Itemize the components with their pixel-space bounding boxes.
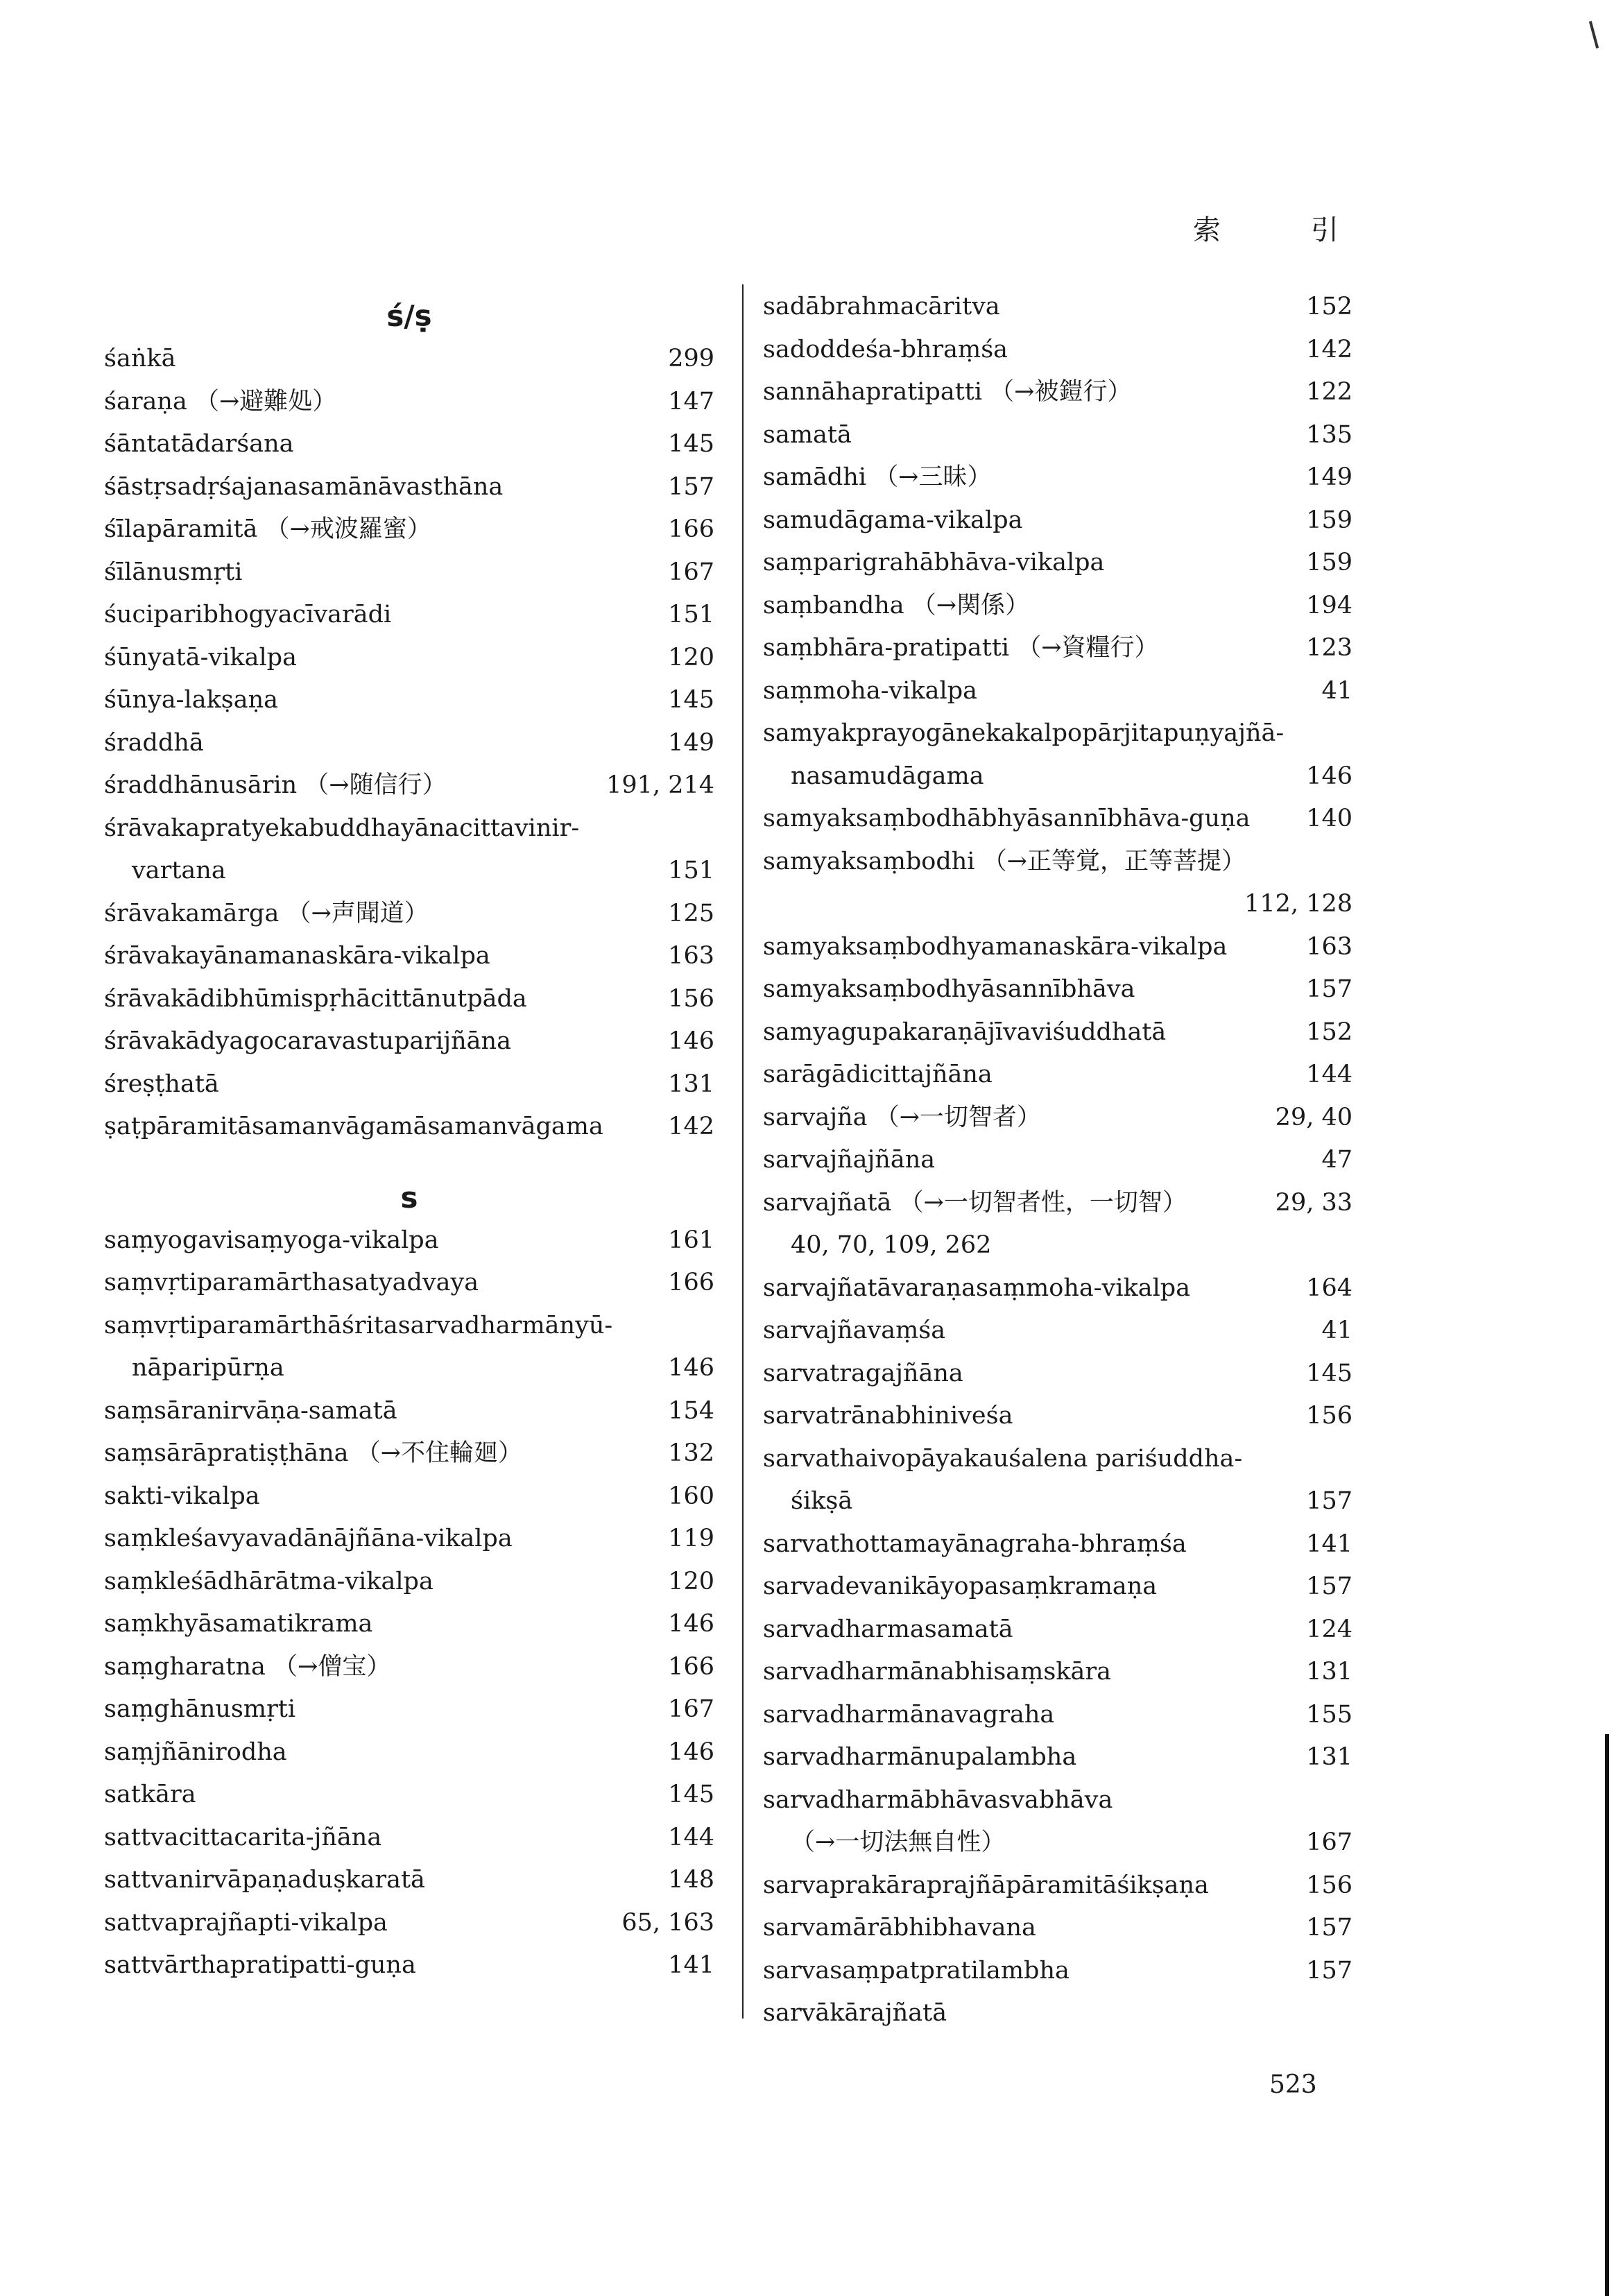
entry-term: samyaksaṃbodhyamanaskāra-vikalpa bbox=[763, 932, 1228, 961]
entry-term: saṃkleśādhārātma-vikalpa bbox=[104, 1567, 433, 1595]
entry-term: śrāvakamārga （→声聞道） bbox=[104, 899, 429, 927]
entry-term: sarvajñajñāna bbox=[763, 1146, 936, 1174]
index-entry bbox=[763, 371, 1352, 414]
index-entry bbox=[104, 508, 714, 551]
entry-pages: 151 bbox=[668, 601, 714, 628]
entry-term: （→一切法無自性） bbox=[791, 1828, 1006, 1856]
index-entry bbox=[763, 499, 1352, 542]
index-entry bbox=[104, 1063, 714, 1106]
entry-pages: 154 bbox=[668, 1396, 714, 1425]
entry-pages: 112, 128 bbox=[1244, 890, 1352, 918]
entry-term: śraddhā bbox=[104, 728, 204, 757]
index-entry bbox=[104, 1902, 714, 1945]
entry-pages: 145 bbox=[668, 430, 714, 458]
entry-term: saṃyogavisaṃyoga-vikalpa bbox=[104, 1226, 439, 1254]
entry-pages: 156 bbox=[668, 984, 714, 1013]
entry-term: sattvacittacarita-jñāna bbox=[104, 1823, 382, 1851]
entry-term: saṃmoha-vikalpa bbox=[763, 676, 978, 705]
entry-pages: 144 bbox=[668, 1823, 714, 1851]
entry-term: śūnyatā-vikalpa bbox=[104, 643, 297, 671]
entry-term: saṃvṛtiparamārthasatyadvaya bbox=[104, 1269, 479, 1296]
entry-pages: 166 bbox=[668, 1269, 714, 1296]
entry-pages: 41 bbox=[1321, 1317, 1352, 1344]
entry-pages: 146 bbox=[668, 1610, 714, 1638]
index-entry bbox=[104, 423, 714, 466]
index-entry bbox=[763, 1651, 1352, 1694]
index-entry bbox=[104, 1561, 714, 1604]
entry-term: śrāvakādibhūmispṛhācittānutpāda bbox=[104, 984, 527, 1013]
entry-pages: 149 bbox=[668, 728, 714, 757]
entry-term: sarvatragajñāna bbox=[763, 1359, 963, 1387]
entry-pages: 47 bbox=[1321, 1146, 1352, 1174]
index-entry bbox=[104, 850, 714, 893]
entry-term: sarvadevanikāyopasaṃkramaṇa bbox=[763, 1573, 1158, 1600]
index-entry bbox=[763, 1139, 1352, 1182]
index-entry bbox=[763, 712, 1352, 755]
entry-pages: 149 bbox=[1306, 463, 1352, 491]
scan-edge bbox=[1605, 1734, 1609, 2296]
entry-pages: 29, 33 bbox=[1275, 1188, 1352, 1217]
entry-pages: 131 bbox=[668, 1070, 714, 1098]
index-entry bbox=[763, 1097, 1352, 1140]
entry-term: sattvārthapratipatti-guṇa bbox=[104, 1951, 416, 1979]
entry-pages: 156 bbox=[1306, 1871, 1352, 1899]
entry-term: vartana bbox=[132, 857, 226, 884]
entry-pages: 166 bbox=[668, 515, 714, 543]
index-entry bbox=[763, 1865, 1352, 1908]
entry-pages: 191, 214 bbox=[606, 771, 714, 799]
index-entry bbox=[763, 1609, 1352, 1652]
index-entry bbox=[104, 935, 714, 978]
entry-term: śrāvakapratyekabuddhayānacittavinir- bbox=[104, 814, 580, 842]
index-entry bbox=[104, 1390, 714, 1433]
index-entry bbox=[763, 1822, 1352, 1865]
index-entry bbox=[104, 551, 714, 594]
entry-pages: 123 bbox=[1306, 634, 1352, 662]
entry-term: sarvajñatā （→一切智者性，一切智） bbox=[763, 1188, 1187, 1217]
index-entry bbox=[763, 1694, 1352, 1737]
entry-pages: 145 bbox=[668, 686, 714, 714]
entry-term: śrāvakayānamanaskāra-vikalpa bbox=[104, 942, 490, 970]
entry-term: śūnya-lakṣaṇa bbox=[104, 686, 279, 714]
index-entry bbox=[104, 1817, 714, 1860]
entry-term: samyaksaṃbodhābhyāsannībhāva-guṇa bbox=[763, 805, 1251, 832]
index-entry bbox=[763, 1566, 1352, 1609]
entry-pages: 29, 40 bbox=[1275, 1103, 1352, 1131]
entry-term: samyakprayogānekakalpopārjitapuṇyajñā- bbox=[763, 719, 1285, 747]
entry-pages: 125 bbox=[668, 899, 714, 927]
entry-term: saṃparigrahābhāva-vikalpa bbox=[763, 549, 1105, 576]
entry-pages: 151 bbox=[668, 857, 714, 884]
entry-term: sattvanirvāpaṇaduṣkaratā bbox=[104, 1866, 425, 1894]
entry-pages: 142 bbox=[668, 1113, 714, 1140]
index-entry bbox=[104, 466, 714, 509]
scan-mark bbox=[1589, 21, 1599, 49]
entry-term: saṃsāranirvāṇa-samatā bbox=[104, 1396, 397, 1425]
entry-pages: 157 bbox=[1306, 1487, 1352, 1515]
entry-pages: 157 bbox=[1306, 975, 1352, 1003]
entry-pages: 142 bbox=[1306, 335, 1352, 363]
entry-pages: 156 bbox=[1306, 1402, 1352, 1430]
entry-term: saṃkleśavyavadānājñāna-vikalpa bbox=[104, 1525, 513, 1552]
index-entry bbox=[763, 414, 1352, 457]
index-entry bbox=[763, 1395, 1352, 1438]
index-entry bbox=[763, 926, 1352, 969]
entry-term: sarvadharmānabhisaṃskāra bbox=[763, 1658, 1111, 1686]
entry-term: saṃsārāpratiṣṭhāna （→不住輪廻） bbox=[104, 1439, 522, 1467]
entry-term: sarvadharmābhāvasvabhāva bbox=[763, 1785, 1113, 1814]
index-entry bbox=[763, 456, 1352, 499]
index-column-right bbox=[763, 286, 1352, 2035]
entry-pages: 65, 163 bbox=[621, 1908, 714, 1937]
entry-pages: 124 bbox=[1306, 1615, 1352, 1643]
index-entry bbox=[763, 670, 1352, 713]
index-entry bbox=[104, 1518, 714, 1561]
page-number: 523 bbox=[1269, 2071, 1317, 2099]
entry-pages: 166 bbox=[668, 1652, 714, 1681]
entry-pages: 155 bbox=[1306, 1700, 1352, 1729]
index-entry bbox=[763, 1523, 1352, 1566]
index-entry bbox=[763, 1224, 1352, 1267]
entry-term: sadoddeśa-bhraṃśa bbox=[763, 335, 1008, 363]
index-entry bbox=[104, 1944, 714, 1987]
entry-term: śikṣā bbox=[791, 1487, 853, 1515]
index-entry bbox=[763, 542, 1352, 585]
index-entry-list bbox=[104, 338, 714, 1149]
section-heading: s bbox=[400, 1180, 418, 1215]
entry-pages: 164 bbox=[1306, 1274, 1352, 1302]
entry-term: ṣaṭpāramitāsamanvāgamāsamanvāgama bbox=[104, 1113, 603, 1140]
index-entry bbox=[763, 968, 1352, 1011]
entry-pages: 145 bbox=[1306, 1359, 1352, 1387]
entry-term: śaraṇa （→避難処） bbox=[104, 387, 337, 415]
entry-pages: 146 bbox=[668, 1354, 714, 1382]
index-entry bbox=[763, 1438, 1352, 1481]
entry-pages: 157 bbox=[1306, 1573, 1352, 1600]
entry-term: śīlapāramitā （→戒波羅蜜） bbox=[104, 515, 431, 543]
entry-pages: 157 bbox=[668, 472, 714, 501]
index-entry bbox=[763, 329, 1352, 372]
entry-pages: 131 bbox=[1306, 1743, 1352, 1771]
entry-term: nasamudāgama bbox=[791, 762, 984, 790]
entry-term: sarvajñavaṃśa bbox=[763, 1317, 946, 1344]
entry-pages: 122 bbox=[1306, 378, 1352, 406]
index-entry bbox=[763, 1736, 1352, 1779]
entry-term: sarvadharmānavagraha bbox=[763, 1700, 1055, 1729]
entry-term: sarvasaṃpatpratilambha bbox=[763, 1956, 1070, 1985]
index-entry bbox=[104, 594, 714, 637]
index-column-left bbox=[104, 295, 714, 1987]
index-entry bbox=[104, 1305, 714, 1348]
index-entry bbox=[763, 1011, 1352, 1054]
index-entry bbox=[104, 381, 714, 424]
running-header-left: 索 bbox=[1193, 214, 1221, 246]
entry-term: śraddhānusārin （→随信行） bbox=[104, 771, 447, 799]
index-entry-list bbox=[104, 1219, 714, 1987]
index-entry bbox=[104, 722, 714, 765]
index-entry bbox=[104, 637, 714, 680]
index-entry bbox=[763, 1992, 1352, 2035]
entry-pages: 159 bbox=[1306, 506, 1352, 534]
entry-pages: 299 bbox=[668, 345, 714, 372]
index-entry bbox=[104, 1106, 714, 1149]
entry-pages: 148 bbox=[668, 1866, 714, 1894]
entry-term: samudāgama-vikalpa bbox=[763, 506, 1023, 534]
entry-term: sarvajña （→一切智者） bbox=[763, 1103, 1041, 1131]
index-entry bbox=[104, 679, 714, 722]
entry-term: sarvathottamayānagraha-bhraṃśa bbox=[763, 1530, 1187, 1558]
index-entry bbox=[104, 978, 714, 1021]
entry-term: sarvadharmānupalambha bbox=[763, 1743, 1077, 1771]
entry-term: 40, 70, 109, 262 bbox=[791, 1231, 992, 1259]
entry-pages: 147 bbox=[668, 387, 714, 415]
index-entry bbox=[763, 1779, 1352, 1822]
index-entry bbox=[763, 798, 1352, 841]
entry-term: saṃgharatna （→僧宝） bbox=[104, 1652, 391, 1681]
entry-term: sannāhapratipatti （→被鎧行） bbox=[763, 378, 1132, 406]
entry-term: samyaksaṃbodhyāsannībhāva bbox=[763, 975, 1135, 1003]
entry-pages: 157 bbox=[1306, 1914, 1352, 1942]
index-entry bbox=[104, 1020, 714, 1063]
entry-term: sakti-vikalpa bbox=[104, 1482, 260, 1510]
entry-term: sarvamārābhibhavana bbox=[763, 1914, 1036, 1942]
index-entry bbox=[104, 1688, 714, 1731]
running-header-right: 引 bbox=[1311, 214, 1339, 246]
index-entry bbox=[763, 883, 1352, 926]
index-entry bbox=[763, 1054, 1352, 1097]
index-entry bbox=[763, 627, 1352, 670]
index-entry bbox=[763, 1310, 1352, 1353]
entry-term: śaṅkā bbox=[104, 345, 176, 372]
index-entry bbox=[104, 1774, 714, 1817]
index-entry bbox=[763, 755, 1352, 798]
entry-pages: 194 bbox=[1306, 591, 1352, 619]
entry-pages: 146 bbox=[668, 1738, 714, 1766]
index-entry bbox=[763, 1480, 1352, 1523]
entry-term: sadābrahmacāritva bbox=[763, 293, 1000, 320]
entry-pages: 157 bbox=[1306, 1956, 1352, 1985]
entry-term: śāntatādarśana bbox=[104, 430, 294, 458]
entry-pages: 131 bbox=[1306, 1658, 1352, 1686]
index-entry bbox=[104, 1646, 714, 1689]
entry-term: saṃbandha （→関係） bbox=[763, 591, 1030, 619]
entry-pages: 163 bbox=[1306, 932, 1352, 961]
entry-pages: 41 bbox=[1321, 676, 1352, 705]
entry-pages: 152 bbox=[1306, 293, 1352, 320]
entry-pages: 146 bbox=[668, 1027, 714, 1055]
entry-term: sarvathaivopāyakauśalena pariśuddha- bbox=[763, 1444, 1243, 1473]
entry-pages: 144 bbox=[1306, 1061, 1352, 1088]
entry-term: samyagupakaraṇājīvaviśuddhatā bbox=[763, 1018, 1167, 1046]
entry-pages: 161 bbox=[668, 1226, 714, 1254]
entry-term: saṃkhyāsamatikrama bbox=[104, 1610, 373, 1638]
entry-pages: 135 bbox=[1306, 420, 1352, 449]
entry-pages: 152 bbox=[1306, 1018, 1352, 1046]
entry-pages: 120 bbox=[668, 1567, 714, 1595]
entry-term: śreṣṭhatā bbox=[104, 1070, 219, 1098]
index-entry bbox=[763, 286, 1352, 329]
entry-term: sarāgādicittajñāna bbox=[763, 1061, 993, 1088]
index-entry bbox=[104, 807, 714, 850]
index-entry bbox=[763, 1950, 1352, 1993]
section-heading: ś/ṣ bbox=[386, 299, 432, 333]
entry-pages: 140 bbox=[1306, 805, 1352, 832]
index-entry bbox=[104, 1262, 714, 1305]
entry-term: sarvajñatāvaraṇasaṃmoha-vikalpa bbox=[763, 1274, 1191, 1302]
entry-pages: 163 bbox=[668, 942, 714, 970]
entry-pages: 167 bbox=[668, 1695, 714, 1723]
index-entry bbox=[104, 1603, 714, 1646]
index-entry bbox=[763, 1907, 1352, 1950]
entry-pages: 141 bbox=[1306, 1530, 1352, 1558]
index-entry bbox=[104, 1432, 714, 1475]
entry-pages: 145 bbox=[668, 1781, 714, 1808]
entry-pages: 160 bbox=[668, 1482, 714, 1510]
column-divider bbox=[742, 284, 744, 2019]
entry-term: sarvatrānabhiniveśa bbox=[763, 1402, 1013, 1430]
entry-pages: 119 bbox=[668, 1525, 714, 1552]
entry-pages: 141 bbox=[668, 1951, 714, 1979]
entry-term: saṃvṛtiparamārthāśritasarvadharmānyū- bbox=[104, 1311, 613, 1339]
index-entry bbox=[763, 1353, 1352, 1396]
index-entry bbox=[104, 338, 714, 381]
entry-term: sarvākārajñatā bbox=[763, 1999, 947, 2027]
entry-term: śrāvakādyagocaravastuparijñāna bbox=[104, 1027, 511, 1055]
entry-term: saṃjñānirodha bbox=[104, 1738, 287, 1766]
entry-term: śuciparibhogyacīvarādi bbox=[104, 601, 392, 628]
entry-term: śīlānusmṛti bbox=[104, 558, 243, 586]
entry-term: samyaksaṃbodhi （→正等覚，正等菩提） bbox=[763, 847, 1246, 875]
entry-term: sarvadharmasamatā bbox=[763, 1615, 1013, 1643]
index-entry bbox=[104, 1731, 714, 1774]
entry-term: samādhi （→三昧） bbox=[763, 463, 992, 491]
index-entry bbox=[763, 1182, 1352, 1225]
entry-pages: 167 bbox=[1306, 1828, 1352, 1856]
index-entry bbox=[104, 1347, 714, 1390]
entry-pages: 159 bbox=[1306, 549, 1352, 576]
entry-term: satkāra bbox=[104, 1781, 196, 1808]
index-entry bbox=[104, 1859, 714, 1902]
index-entry bbox=[763, 1267, 1352, 1310]
entry-term: saṃghānusmṛti bbox=[104, 1695, 296, 1723]
entry-term: śāstṛsadṛśajanasamānāvasthāna bbox=[104, 472, 504, 501]
entry-term: samatā bbox=[763, 420, 852, 449]
entry-pages: 120 bbox=[668, 643, 714, 671]
index-entry-list bbox=[763, 286, 1352, 2035]
index-entry bbox=[104, 893, 714, 936]
entry-term: sattvaprajñapti-vikalpa bbox=[104, 1908, 388, 1937]
entry-term: nāparipūrṇa bbox=[132, 1354, 284, 1382]
entry-pages: 132 bbox=[668, 1439, 714, 1467]
index-entry bbox=[104, 1475, 714, 1518]
entry-term: saṃbhāra-pratipatti （→資糧行） bbox=[763, 634, 1159, 662]
index-entry bbox=[763, 585, 1352, 628]
entry-pages: 167 bbox=[668, 558, 714, 586]
index-entry bbox=[104, 764, 714, 807]
index-entry bbox=[104, 1219, 714, 1262]
entry-term: sarvaprakāraprajñāpāramitāśikṣaṇa bbox=[763, 1871, 1209, 1899]
index-entry bbox=[763, 841, 1352, 884]
entry-pages: 146 bbox=[1306, 762, 1352, 790]
